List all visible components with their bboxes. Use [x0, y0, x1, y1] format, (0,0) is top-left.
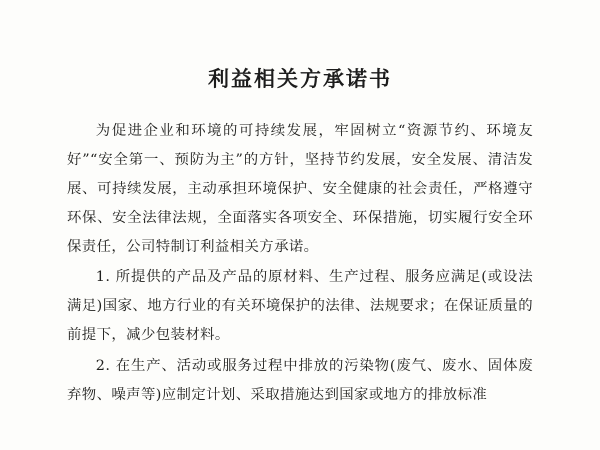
- document-body: [67, 93, 533, 409]
- paragraph-intro: 为促进企业和环境的可持续发展，牢固树立“资源节约、环境友好”“安全第一、预防为主”的方针，坚持节约发展，安全发展、清洁发展、可持续发展，主动承担环境保护、安全健康的社会责任，严格遵守环保、安全法律法规，全面落实各项安全、环保措施，切实履行安全环保责任，公司特制订利益相关方承诺。: [67, 123, 533, 255]
- paragraph-item-1: 1. 所提供的产品及产品的原材料、生产过程、服务应满足(或设法满足)国家、地方行业的有关环境保护的法律、法规要求；在保证质量的前提下，减少包装材料。: [67, 269, 533, 344]
- paragraph-item-2: 2. 在生产、活动或服务过程中排放的污染物(废气、废水、固体废弃物、噪声等)应制定计划、采取措施达到国家或地方的排放标准: [67, 357, 533, 403]
- page-title: 利益相关方承诺书: [208, 66, 392, 91]
